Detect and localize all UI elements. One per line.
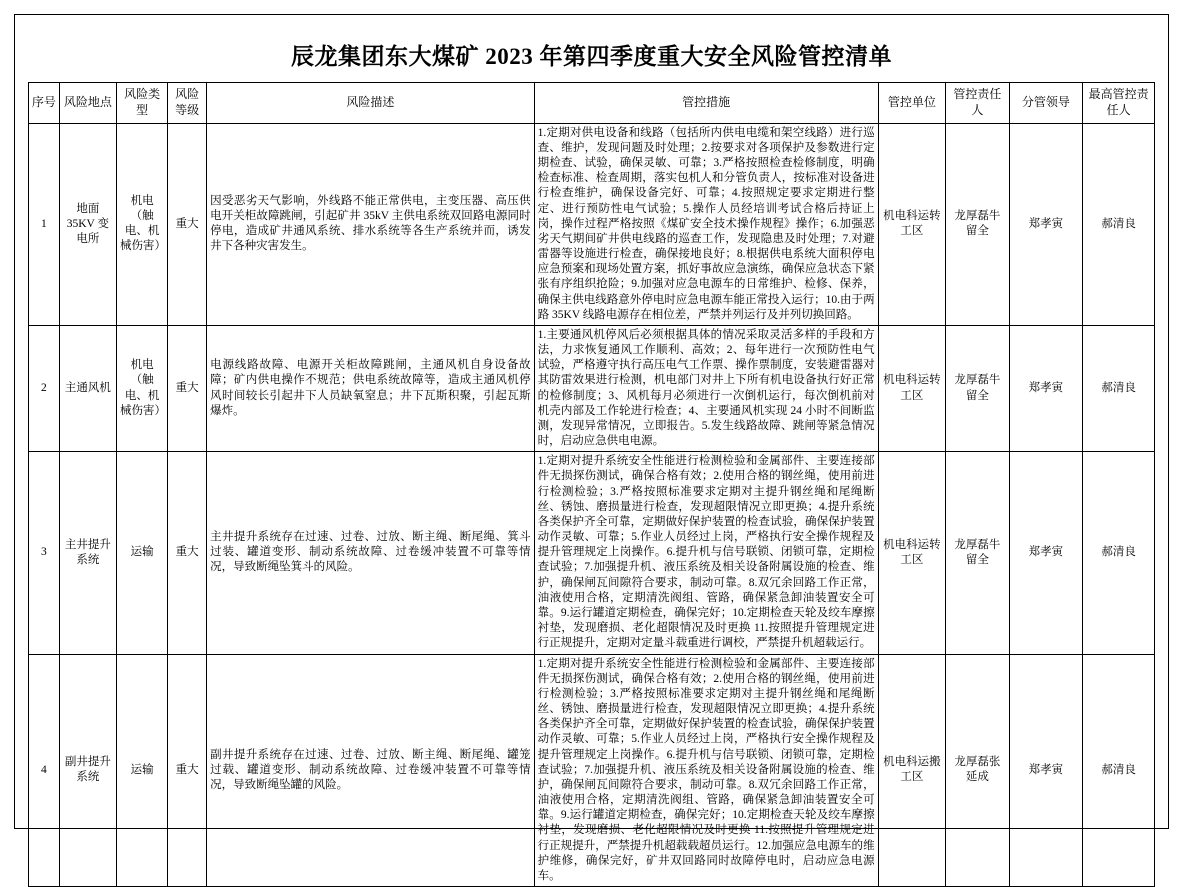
cell-type: 运输 bbox=[117, 452, 168, 654]
cell-measures: 1.定期对供电设备和线路（包括所内供电电缆和架空线路）进行巡查、维护，发现问题及时处理；2.按要求对各项保护及参数进行定期检查、试验，确保灵敏、可靠；3.严格按照检查检修制度，明确检查标准、检查周期，落实包机人和分管负责人，按标准对设备进行检查维护，确保设备完好、可靠；4.按照规定要求定期进行整定、进行预防性电气试验；5.操作人员经培训考试合格后持证上岗，操作过程严格按照《煤矿安全技术操作规程》操作；6.加强恶劣天气期间矿井供电线路的巡查工作，发现隐患及时处理；7.对避雷器等设施进行检查，确保接地良好；8.根据供电系统大面积停电应急预案和现场处置方案，抓好事故应急演练，确保应急状态下紧张有序组织抢险；9.加强对应急电源车的日常维护、检修、保养，确保主供电线路意外停电时应急电源车能正常投入运行；10.由于两路 35KV 线路电源存在相位差，严禁并列运行及并列切换回路。 bbox=[534, 123, 878, 325]
cell-no: 4 bbox=[29, 654, 60, 887]
cell-place: 主井提升系统 bbox=[59, 452, 116, 654]
table-row bbox=[29, 123, 1155, 325]
table-header-row bbox=[29, 83, 1155, 124]
cell-description: 电源线路故障、电源开关柜故障跳闸，主通风机自身设备故障；矿内供电操作不规范；供电系统故障等，造成主通风机停风时间较长引起井下人员缺氧窒息；井下瓦斯积聚，引起瓦斯爆炸。 bbox=[207, 325, 535, 451]
column-header-place: 风险地点 bbox=[59, 83, 116, 124]
column-header-top-person: 最高管控责任人 bbox=[1083, 83, 1155, 124]
cell-type: 机电（触电、机械伤害） bbox=[117, 325, 168, 451]
cell-no: 2 bbox=[29, 325, 60, 451]
table-body bbox=[29, 123, 1155, 886]
cell-unit: 机电科运转工区 bbox=[878, 325, 946, 451]
risk-control-table bbox=[28, 82, 1155, 887]
cell-person: 龙厚磊牛留全 bbox=[946, 325, 1009, 451]
cell-leader: 郑孝寅 bbox=[1009, 654, 1083, 887]
page-title: 辰龙集团东大煤矿 2023 年第四季度重大安全风险管控清单 bbox=[291, 44, 892, 69]
column-header-type: 风险类型 bbox=[117, 83, 168, 124]
cell-level: 重大 bbox=[168, 654, 207, 887]
cell-top-person: 郝清良 bbox=[1083, 325, 1155, 451]
cell-unit: 机电科运转工区 bbox=[878, 452, 946, 654]
column-header-measures: 管控措施 bbox=[534, 83, 878, 124]
table-row bbox=[29, 325, 1155, 451]
column-header-leader: 分管领导 bbox=[1009, 83, 1083, 124]
cell-person: 龙厚磊牛留全 bbox=[946, 123, 1009, 325]
cell-level: 重大 bbox=[168, 452, 207, 654]
cell-leader: 郑孝寅 bbox=[1009, 123, 1083, 325]
cell-unit: 机电科运转工区 bbox=[878, 123, 946, 325]
column-header-description: 风险描述 bbox=[207, 83, 535, 124]
column-header-no: 序号 bbox=[29, 83, 60, 124]
cell-person: 龙厚磊牛留全 bbox=[946, 452, 1009, 654]
cell-type: 机电（触电、机械伤害） bbox=[117, 123, 168, 325]
cell-measures: 1.定期对提升系统安全性能进行检测检验和金属部件、主要连接部件无损探伤测试，确保合格有效；2.使用合格的钢丝绳，使用前进行检测检验；3.严格按照标准要求定期对主提升钢丝绳和尾绳断丝、锈蚀、磨损量进行检查，发现超限情况立即更换；4.提升系统各类保护齐全可靠，定期做好保护装置的检查试验，确保保护装置动作灵敏、可靠；5.作业人员经过上岗，严格执行安全操作规程及提升管理规定上岗操作。6.提升机与信号联锁、闭锁可靠，定期检查试验；7.加强提升机、液压系统及相关设备附属设施的检查、维护，确保闸瓦间隙符合要求，制动可靠。8.双冗余回路工作正常，油液使用合格，定期清洗阀组、管路，确保紧急卸油装置安全可靠。9.运行罐道定期检查，确保完好；10.定期检查天轮及绞车摩擦衬垫，发现磨损、老化超限情况及时更换 11.按照提升管理规定进行正规提升，定期对定量斗载重进行调校，严禁提升机超载运行。 bbox=[534, 452, 878, 654]
risk-control-table-container bbox=[28, 82, 1155, 887]
cell-leader: 郑孝寅 bbox=[1009, 452, 1083, 654]
cell-top-person: 郝清良 bbox=[1083, 452, 1155, 654]
cell-person: 龙厚磊张延成 bbox=[946, 654, 1009, 887]
cell-description: 主井提升系统存在过速、过卷、过放、断主绳、断尾绳、箕斗过装、罐道变形、制动系统故障、过卷缓冲装置不可靠等情况，导致断绳坠箕斗的风险。 bbox=[207, 452, 535, 654]
table-row bbox=[29, 452, 1155, 654]
cell-unit: 机电科运搬工区 bbox=[878, 654, 946, 887]
cell-place: 主通风机 bbox=[59, 325, 116, 451]
cell-place: 地面 35KV 变电所 bbox=[59, 123, 116, 325]
cell-no: 1 bbox=[29, 123, 60, 325]
cell-no: 3 bbox=[29, 452, 60, 654]
column-header-person: 管控责任人 bbox=[946, 83, 1009, 124]
cell-description: 因受恶劣天气影响，外线路不能正常供电，主变压器、高压供电开关柜故障跳闸，引起矿井 35kV 主供电系统双回路电源同时停电，造成矿井通风系统、排水系统等各生产系统并而，诱发井下各种灾害发生。 bbox=[207, 123, 535, 325]
cell-measures: 1.定期对提升系统安全性能进行检测检验和金属部件、主要连接部件无损探伤测试，确保合格有效；2.使用合格的钢丝绳，使用前进行检测检验；3.严格按照标准要求定期对主提升钢丝绳和尾绳断丝、锈蚀、磨损量进行检查，发现超限情况立即更换；4.提升系统各类保护齐全可靠，定期做好保护装置的检查试验，确保保护装置动作灵敏、可靠；5.作业人员经过上岗，严格执行安全操作规程及提升管理规定上岗操作。6.提升机与信号联锁、闭锁可靠，定期检查试验；7.加强提升机、液压系统及相关设备附属设施的检查、维护，确保闸瓦间隙符合要求，制动可靠。8.双冗余回路工作正常，油液使用合格，定期清洗阀组、管路，确保紧急卸油装置安全可靠。9.运行罐道定期检查，确保完好；10.定期检查天轮及绞车摩擦衬垫，发现磨损、老化超限情况及时更换 11.按照提升管理规定进行正规提升，严禁提升机超载载超员运行。12.加强应急电源车的维护维修，确保完好，矿井双回路同时故障停电时，启动应急电源车。 bbox=[534, 654, 878, 887]
cell-measures: 1.主要通风机停风后必须根据具体的情况采取灵活多样的手段和方法，力求恢复通风工作顺利、高效；2、每年进行一次预防性电气试验，严格遵守执行高压电气工作票、操作票制度，安装避雷器对其防雷效果进行检测，机电部门对井上下所有机电设备执行好正常的检修制度；3、风机每月必须进行一次倒机运行，每次倒机前对机壳内部及工作轮进行检查；4、主要通风机实现 24 小时不间断监测，发现异常情况，立即报告。5.发生线路故障、跳闸等紧急情况时，启动应急供电电源。 bbox=[534, 325, 878, 451]
column-header-level: 风险等级 bbox=[168, 83, 207, 124]
cell-level: 重大 bbox=[168, 123, 207, 325]
cell-type: 运输 bbox=[117, 654, 168, 887]
cell-level: 重大 bbox=[168, 325, 207, 451]
cell-place: 副井提升系统 bbox=[59, 654, 116, 887]
column-header-unit: 管控单位 bbox=[878, 83, 946, 124]
cell-top-person: 郝清良 bbox=[1083, 123, 1155, 325]
cell-description: 副井提升系统存在过速、过卷、过放、断主绳、断尾绳、罐笼过载、罐道变形、制动系统故障、过卷缓冲装置不可靠等情况，导致断绳坠罐的风险。 bbox=[207, 654, 535, 887]
table-row bbox=[29, 654, 1155, 887]
cell-top-person: 郝清良 bbox=[1083, 654, 1155, 887]
cell-leader: 郑孝寅 bbox=[1009, 325, 1083, 451]
